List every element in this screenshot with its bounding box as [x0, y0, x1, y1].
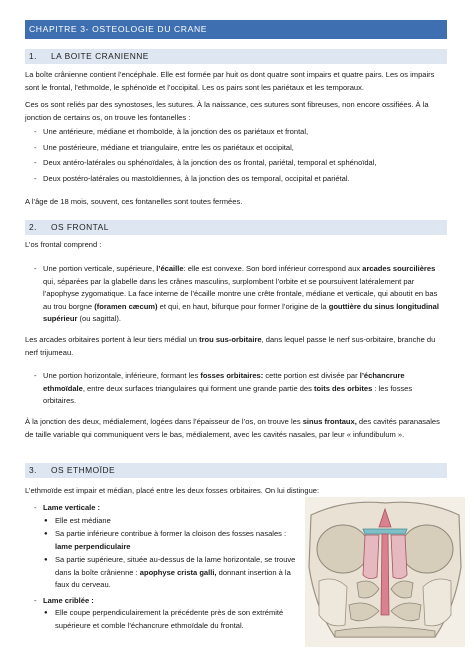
paragraph-sutures: Ces os sont reliés par des synostoses, les sutures. À la naissance, ces sutures sont fibreuses, non encore ossifiées. À la jonction de certains os, on trouve les fontanelles : — [25, 100, 429, 122]
section-number: 1. — [29, 51, 37, 61]
bullet-dot-icon: ● — [44, 610, 48, 616]
bullet-dot-icon: ● — [44, 531, 48, 537]
paragraph-frontal-intro: L’os frontal comprend : — [25, 240, 102, 249]
left-maxillary-sinus-shape — [319, 579, 347, 626]
dash-bullet-icon: - — [34, 503, 37, 512]
list-item: - Deux postéro-latérales ou mastoïdiennes, à la jonction des os temporal, occipital et pariétal. — [25, 173, 447, 186]
frontal-portion-horizontale-list — [25, 370, 447, 411]
paragraph-arcades-orbitaires: Les arcades orbitaires portent à leur tiers médial un trou sus-orbitaire, dans lequel passe le nerf sus-orbitaire, branche du nerf trijumeau. — [25, 335, 436, 357]
bullet-dot-icon: ● — [44, 557, 48, 563]
right-labyrinth-shape — [391, 535, 407, 579]
list-item: - Une portion horizontale, inférieure, formant les fosses orbitaires: cette portion est divisée par l’échancrure ethmoïdale, entre deux surfaces triangulaires qui forment une grande partie des toits des orbites : les fosses orbitaires. — [34, 371, 413, 405]
dash-bullet-icon: - — [34, 371, 37, 380]
list-item: ● Sa partie supérieure, située au-dessus de la lame horizontale, se trouve dans la boîte crânienne : apophyse crista galli, donnant insertion à la faux du cerveau. — [44, 555, 296, 589]
dash-bullet-icon: - — [34, 127, 37, 136]
lame-criblee-sublist — [43, 607, 305, 632]
fontanelles-list — [25, 126, 447, 188]
list-item: ● Sa partie inférieure contribue à former la cloison des fosses nasales : lame perpendiculaire — [44, 529, 287, 551]
left-labyrinth-shape — [363, 535, 379, 579]
right-maxillary-sinus-shape — [423, 579, 451, 626]
list-item: - Une portion verticale, supérieure, l’écaille: elle est convexe. Son bord inférieur correspond aux arcades sourcilières qui, séparées par la glabelle dans les crânes masculins, surplombent l’orbite et se poursuivent latéralement par l’apophyse zygomatique. La face interne de l’écaille montre une crête frontale, médiane et verticale, qui aboutit en bas au trou borgne (foramen cæcum) et qui, en haut, bifurque pour former l’origine de la gouttière du sinus longitudinal supérieur (ou sagittal). — [34, 264, 439, 323]
left-orbit-shape — [317, 525, 369, 573]
section-number: 2. — [29, 222, 37, 232]
ethmoide-parts-list — [25, 502, 305, 635]
lame-verticale-sublist — [43, 515, 305, 592]
list-item: - Deux antéro-latérales ou sphénoïdales, à la jonction des os frontal, pariétal, temporal et sphénoïdal, — [25, 157, 447, 170]
paragraph-sinus-frontaux: À la jonction des deux, médialement, logées dans l’épaisseur de l’os, on trouve les sinus frontaux, des cavités paranasales de taille variable qui communiquent vers le bas, médialement, avec les cavités nasales, par leur « infundibulum ». — [25, 417, 440, 439]
dash-bullet-icon: - — [34, 142, 37, 152]
ethmoide-illustration — [305, 497, 465, 647]
list-item: - Une postérieure, médiane et triangulaire, entre les os pariétaux et occipital, — [25, 142, 447, 155]
paragraph-fontanelles-closure: A l’âge de 18 mois, souvent, ces fontanelles sont toutes fermées. — [25, 197, 243, 206]
section-title: LA BOITE CRANIENNE — [51, 51, 149, 61]
section-title: OS FRONTAL — [51, 222, 109, 232]
section-title: OS ETHMOÏDE — [51, 465, 116, 475]
section-heading-boite-cranienne — [25, 49, 447, 64]
section-heading-os-ethmoide — [25, 463, 447, 478]
frontal-portion-verticale-list — [25, 263, 447, 329]
list-item-lame-verticale: - Lame verticale : ● Elle est médiane ● Sa partie inférieure contribue à former la cloison des fosses nasales : lame perpendiculaire ● Sa partie supérieure, située au-dessus de la lame horizontale, se trouve dans la boîte crânienne : apophyse crista galli, donnant insertion à la faux du cerveau. — [25, 502, 305, 592]
bullet-dot-icon: ● — [44, 517, 48, 524]
dash-bullet-icon: - — [34, 173, 37, 183]
list-item: - Une antérieure, médiane et rhomboïde, à la jonction des os pariétaux et frontal, — [25, 126, 447, 139]
lame-criblee-shape — [363, 529, 407, 534]
list-item: ● Elle est médiane — [43, 515, 305, 528]
list-item-lame-criblee: - Lame criblée : ● Elle coupe perpendiculairement la précédente près de son extrémité supérieure et comble l’échancrure ethmoïdale du frontal. — [25, 595, 305, 633]
paragraph-ethmoide-intro: L’ethmoïde est impair et médian, placé entre les deux fosses orbitaires. On lui distingue: — [25, 486, 320, 495]
list-item: ● Elle coupe perpendiculairement la précédente près de son extrémité supérieure et comble l’échancrure ethmoïdale du frontal. — [44, 608, 284, 630]
section-heading-os-frontal — [25, 220, 447, 235]
dash-bullet-icon: - — [34, 158, 37, 167]
right-orbit-shape — [401, 525, 453, 573]
chapter-banner: CHAPITRE 3- OSTEOLOGIE DU CRANE — [25, 20, 447, 39]
dash-bullet-icon: - — [34, 264, 37, 273]
dash-bullet-icon: - — [34, 595, 37, 605]
lame-perpendiculaire-shape — [381, 534, 389, 615]
paragraph-boite-intro: La boîte crânienne contient l’encéphale. Elle est formée par huit os dont quatre sont impairs et quatre pairs. Les os impairs sont le frontal, l’ethmoïde, le sphénoïde et l’occipital. Les os pairs sont les pariétaux et les temporaux. — [25, 70, 435, 92]
section-number: 3. — [29, 465, 37, 475]
